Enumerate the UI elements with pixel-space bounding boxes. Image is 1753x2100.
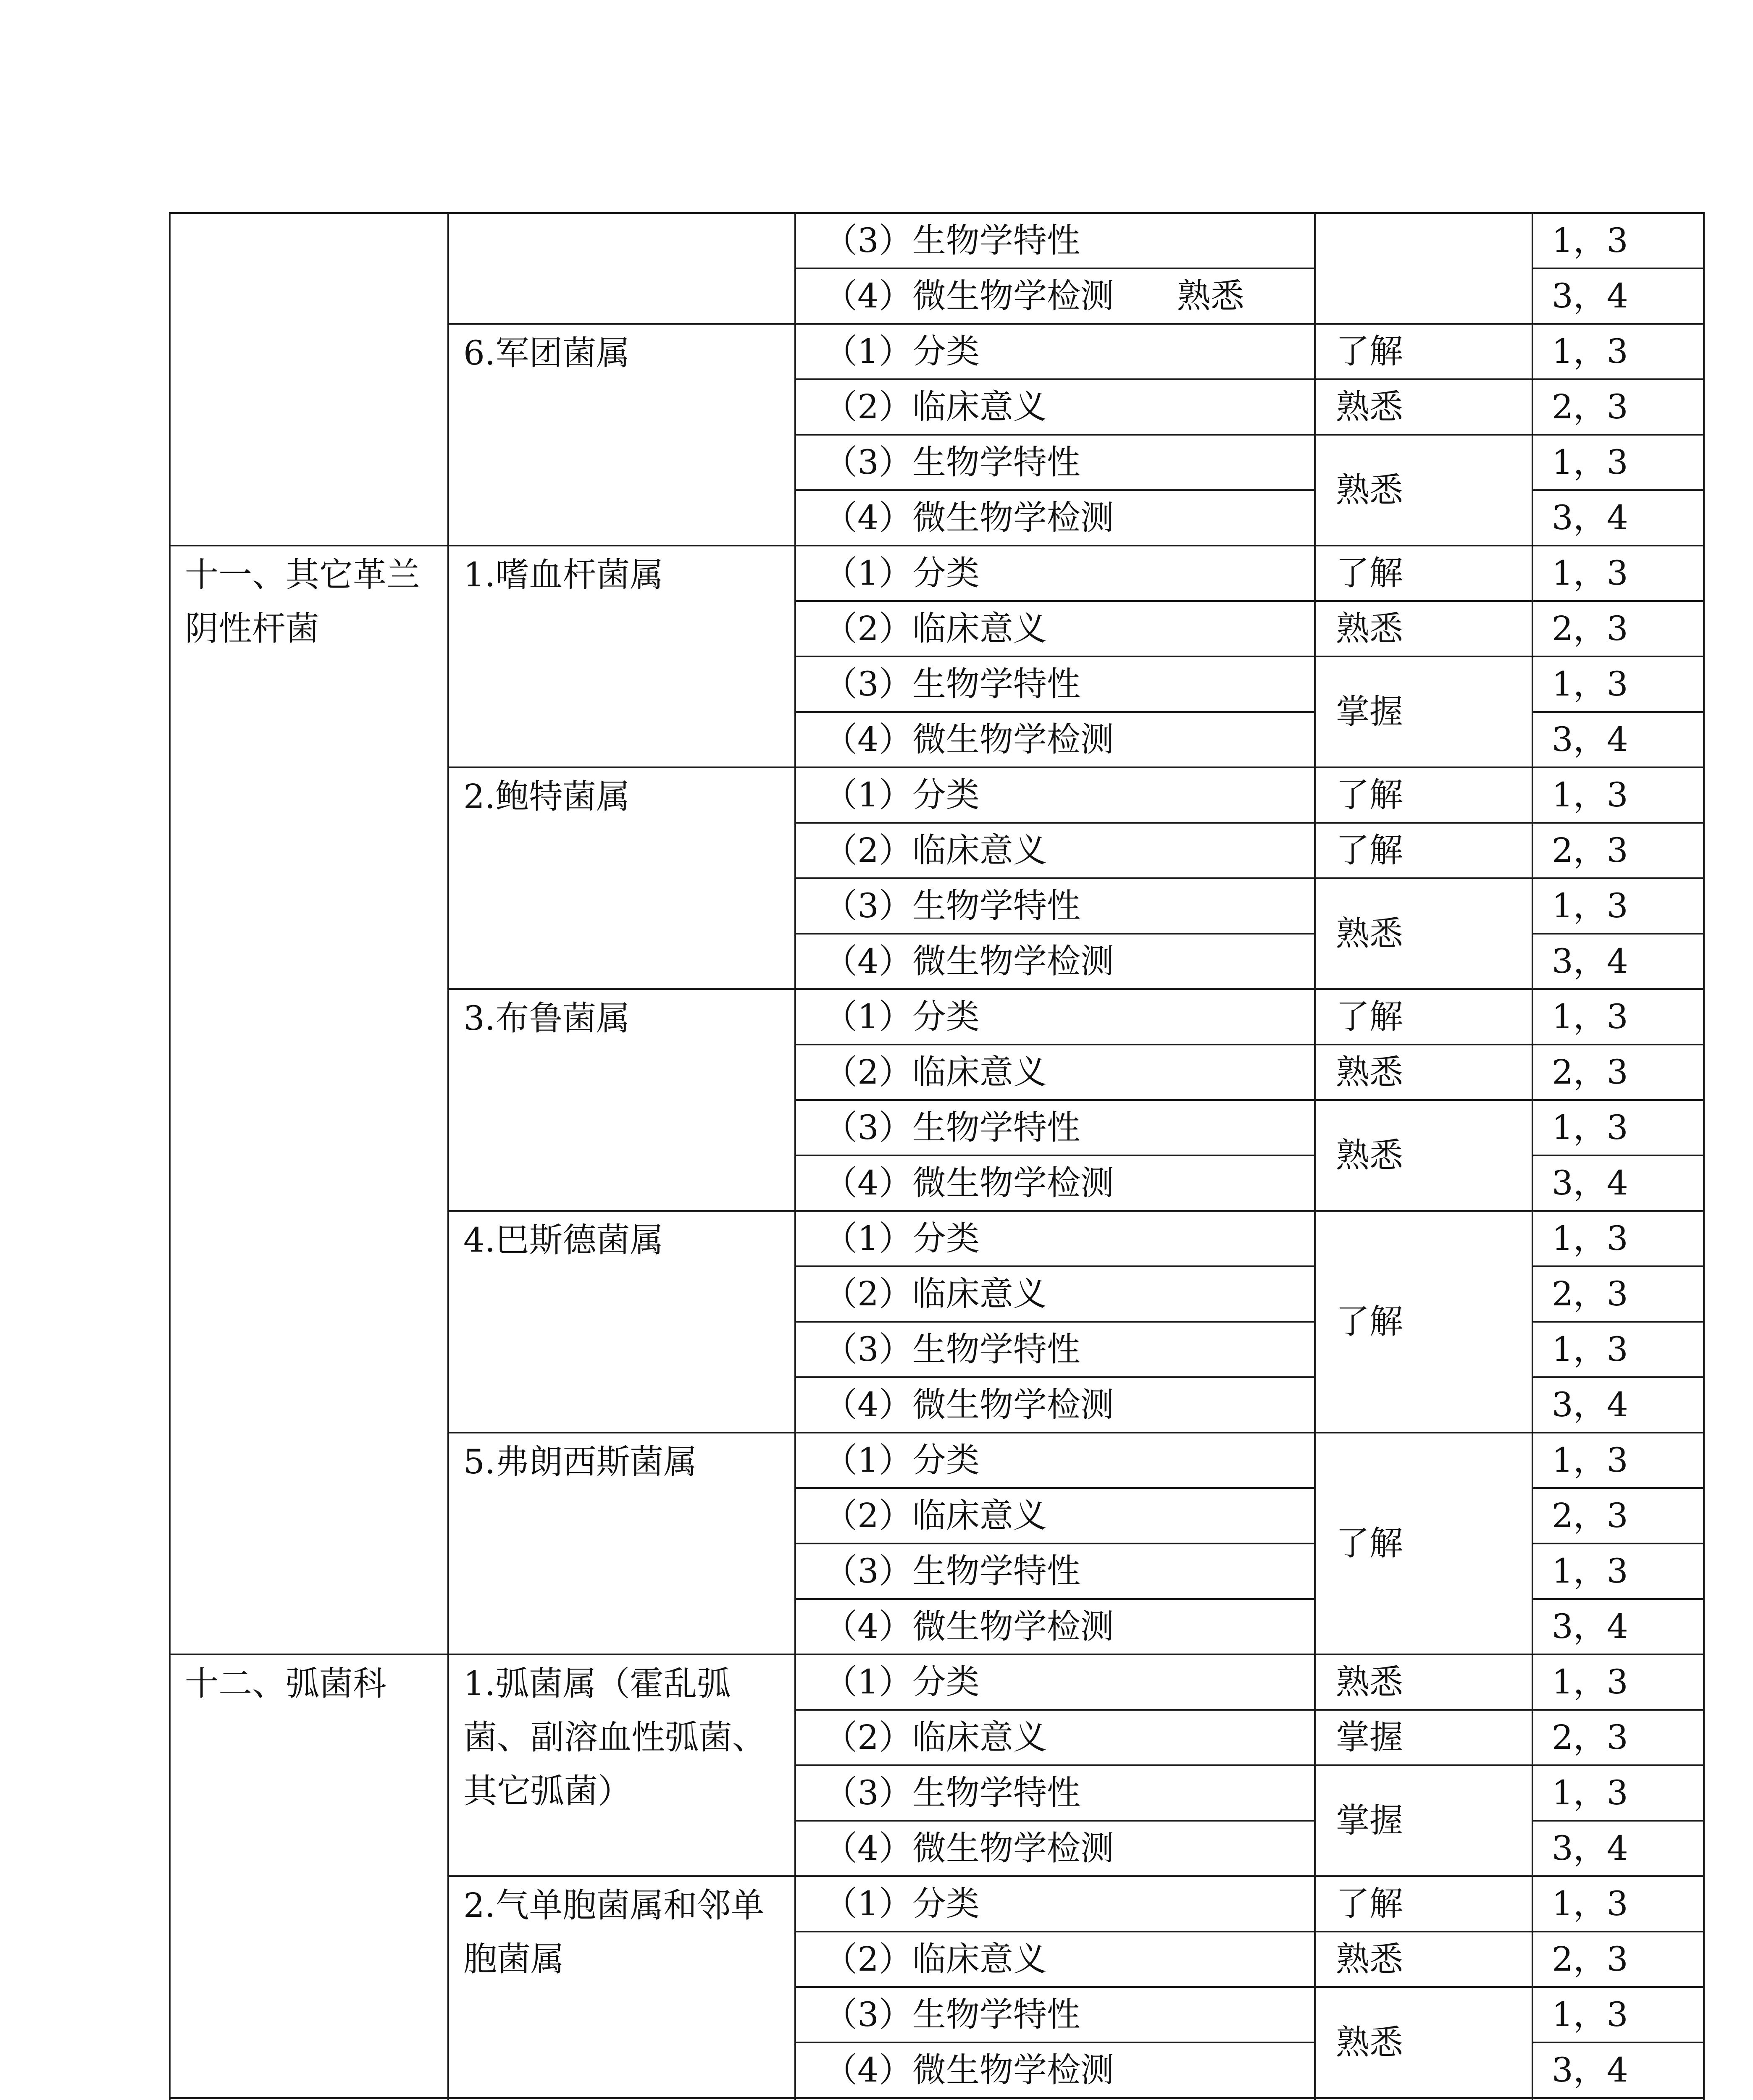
reference-cell: 2，3	[1532, 823, 1704, 878]
reference-cell: 3，4	[1532, 1599, 1704, 1654]
topic-text: （4）微生物学检测	[824, 1607, 1114, 1646]
topic-text: （4）微生物学检测	[824, 498, 1114, 537]
requirement-level-cell: 了解	[1315, 1433, 1532, 1654]
topic-cell	[795, 2098, 1315, 2100]
requirement-level-cell	[1315, 2098, 1532, 2100]
reference-cell: 1，3	[1532, 1544, 1704, 1599]
topic-text: （2）临床意义	[824, 1053, 1047, 1092]
requirement-level-cell: 熟悉	[1315, 1932, 1532, 1987]
reference-cell	[1532, 2098, 1704, 2100]
genus-cell: 2.鲍特菌属	[448, 767, 795, 989]
reference-cell: 1，3	[1532, 1654, 1704, 1710]
reference-cell: 3，4	[1532, 2042, 1704, 2098]
topic-text: （3）生物学特性	[824, 1773, 1080, 1812]
reference-cell: 1，3	[1532, 1211, 1704, 1266]
topic-text: （2）临床意义	[824, 831, 1047, 870]
topic-text: （4）微生物学检测	[824, 1829, 1114, 1868]
topic-cell	[795, 989, 1315, 1045]
topic-text: （1）分类	[824, 1662, 980, 1701]
requirement-level-cell: 熟悉	[1315, 379, 1532, 435]
topic-cell	[795, 934, 1315, 989]
topic-text: （1）分类	[824, 554, 980, 593]
topic-text: （3）生物学特性	[824, 1108, 1080, 1147]
reference-cell: 3，4	[1532, 1377, 1704, 1433]
reference-cell: 1，3	[1532, 546, 1704, 601]
reference-cell: 3，4	[1532, 1155, 1704, 1211]
topic-text: （2）临床意义	[824, 1718, 1047, 1757]
topic-text: （1）分类	[824, 775, 980, 814]
reference-cell: 1，3	[1532, 1876, 1704, 1932]
requirement-level-cell: 熟悉	[1315, 435, 1532, 546]
reference-cell: 3，4	[1532, 268, 1704, 324]
requirement-level-cell: 了解	[1315, 1876, 1532, 1932]
chapter-title-cell: 十二、弧菌科	[170, 1654, 448, 2098]
topic-cell	[795, 1987, 1315, 2042]
topic-text: （2）临床意义	[824, 1940, 1047, 1979]
topic-cell	[795, 712, 1315, 767]
reference-cell: 1，3	[1532, 213, 1704, 268]
reference-cell: 2，3	[1532, 1932, 1704, 1987]
topic-cell	[795, 1488, 1315, 1544]
topic-text: （2）临床意义	[824, 1496, 1047, 1535]
topic-cell	[795, 1765, 1315, 1821]
reference-cell: 3，4	[1532, 490, 1704, 546]
topic-text: （3）生物学特性	[824, 1330, 1080, 1369]
reference-cell: 1，3	[1532, 767, 1704, 823]
reference-cell: 1，3	[1532, 435, 1704, 490]
topic-cell	[795, 1876, 1315, 1932]
topic-cell	[795, 1377, 1315, 1433]
topic-cell	[795, 1155, 1315, 1211]
requirement-level-cell: 熟悉	[1315, 878, 1532, 989]
genus-cell: 6.军团菌属	[448, 324, 795, 546]
topic-cell	[795, 1100, 1315, 1155]
reference-cell: 2，3	[1532, 379, 1704, 435]
requirement-level-cell: 熟悉	[1315, 1045, 1532, 1100]
topic-text: （4）微生物学检测	[824, 942, 1114, 981]
requirement-level-cell: 熟悉	[1315, 1987, 1532, 2098]
table-row	[170, 2098, 1704, 2100]
topic-cell	[795, 823, 1315, 878]
topic-text: （4）微生物学检测	[824, 276, 1114, 315]
topic-text: （2）临床意义	[824, 609, 1047, 648]
reference-cell: 1，3	[1532, 989, 1704, 1045]
topic-cell	[795, 1932, 1315, 1987]
topic-cell	[795, 213, 1315, 268]
topic-cell	[795, 2042, 1315, 2098]
reference-cell: 1，3	[1532, 324, 1704, 379]
topic-cell	[795, 1211, 1315, 1266]
topic-text: （1）分类	[824, 332, 980, 371]
genus-cell: 2.气单胞菌属和邻单胞菌属	[448, 1876, 795, 2098]
genus-cell: 5.弗朗西斯菌属	[448, 1433, 795, 1654]
topic-cell	[795, 767, 1315, 823]
reference-cell: 2，3	[1532, 1488, 1704, 1544]
genus-cell	[448, 2098, 795, 2100]
topic-cell	[795, 656, 1315, 712]
topic-text: （2）临床意义	[824, 387, 1047, 426]
topic-text: （3）生物学特性	[824, 1995, 1080, 2034]
topic-text: （1）分类	[824, 1219, 980, 1258]
topic-text: （3）生物学特性	[824, 443, 1080, 482]
requirement-level-cell: 熟悉	[1315, 601, 1532, 656]
reference-cell: 1，3	[1532, 1322, 1704, 1377]
topic-text: （1）分类	[824, 1884, 980, 1923]
chapter-title-cell	[170, 213, 448, 546]
topic-cell	[795, 490, 1315, 546]
requirement-level-cell: 掌握	[1315, 656, 1532, 767]
requirement-level-cell: 了解	[1315, 324, 1532, 379]
reference-cell: 3，4	[1532, 934, 1704, 989]
requirement-level-cell: 了解	[1315, 823, 1532, 878]
topic-cell	[795, 878, 1315, 934]
genus-cell: 1.嗜血杆菌属	[448, 546, 795, 767]
requirement-level-cell: 了解	[1315, 767, 1532, 823]
topic-text: （4）微生物学检测	[824, 720, 1114, 759]
reference-cell: 1，3	[1532, 1765, 1704, 1821]
topic-level-note: 熟悉	[1177, 276, 1244, 315]
reference-cell: 3，4	[1532, 712, 1704, 767]
reference-cell: 1，3	[1532, 878, 1704, 934]
topic-text: （2）临床意义	[824, 1274, 1047, 1313]
requirement-level-cell: 掌握	[1315, 1710, 1532, 1765]
table-row	[170, 213, 1704, 268]
topic-cell	[795, 1045, 1315, 1100]
table-row	[170, 1654, 1704, 1710]
topic-text: （4）微生物学检测	[824, 2050, 1114, 2090]
topic-text: （4）微生物学检测	[824, 1385, 1114, 1424]
genus-cell: 1.弧菌属（霍乱弧菌、副溶血性弧菌、其它弧菌）	[448, 1654, 795, 1876]
topic-cell	[795, 1710, 1315, 1765]
topic-cell	[795, 1266, 1315, 1322]
syllabus-table	[169, 212, 1705, 2100]
requirement-level-cell: 熟悉	[1315, 1100, 1532, 1211]
reference-cell: 1，3	[1532, 1987, 1704, 2042]
requirement-level-cell: 了解	[1315, 989, 1532, 1045]
reference-cell: 3，4	[1532, 1821, 1704, 1876]
topic-cell	[795, 435, 1315, 490]
requirement-level-cell: 了解	[1315, 546, 1532, 601]
genus-cell: 3.布鲁菌属	[448, 989, 795, 1211]
topic-cell	[795, 1654, 1315, 1710]
reference-cell: 1，3	[1532, 1433, 1704, 1488]
topic-cell	[795, 1821, 1315, 1876]
reference-cell: 1，3	[1532, 656, 1704, 712]
topic-text: （4）微生物学检测	[824, 1163, 1114, 1202]
reference-cell: 2，3	[1532, 1266, 1704, 1322]
topic-cell	[795, 601, 1315, 656]
reference-cell: 1，3	[1532, 1100, 1704, 1155]
requirement-level-cell	[1315, 213, 1532, 324]
topic-text: （3）生物学特性	[824, 664, 1080, 704]
topic-cell	[795, 546, 1315, 601]
topic-cell	[795, 1322, 1315, 1377]
topic-text: （3）生物学特性	[824, 1551, 1080, 1591]
requirement-level-cell: 了解	[1315, 1211, 1532, 1433]
topic-text: （3）生物学特性	[824, 886, 1080, 925]
table-row	[170, 546, 1704, 601]
requirement-level-cell: 掌握	[1315, 1765, 1532, 1876]
topic-cell	[795, 1544, 1315, 1599]
topic-cell	[795, 379, 1315, 435]
chapter-title-cell: 十一、其它革兰阴性杆菌	[170, 546, 448, 1654]
reference-cell: 2，3	[1532, 601, 1704, 656]
genus-cell	[448, 213, 795, 324]
topic-text: （1）分类	[824, 997, 980, 1036]
topic-cell	[795, 268, 1315, 324]
topic-text: （1）分类	[824, 1441, 980, 1480]
topic-text: （3）生物学特性	[824, 221, 1080, 260]
topic-cell	[795, 1599, 1315, 1654]
topic-cell	[795, 324, 1315, 379]
genus-cell: 4.巴斯德菌属	[448, 1211, 795, 1433]
reference-cell: 2，3	[1532, 1045, 1704, 1100]
requirement-level-cell: 熟悉	[1315, 1654, 1532, 1710]
chapter-title-cell	[170, 2098, 448, 2100]
reference-cell: 2，3	[1532, 1710, 1704, 1765]
topic-cell	[795, 1433, 1315, 1488]
